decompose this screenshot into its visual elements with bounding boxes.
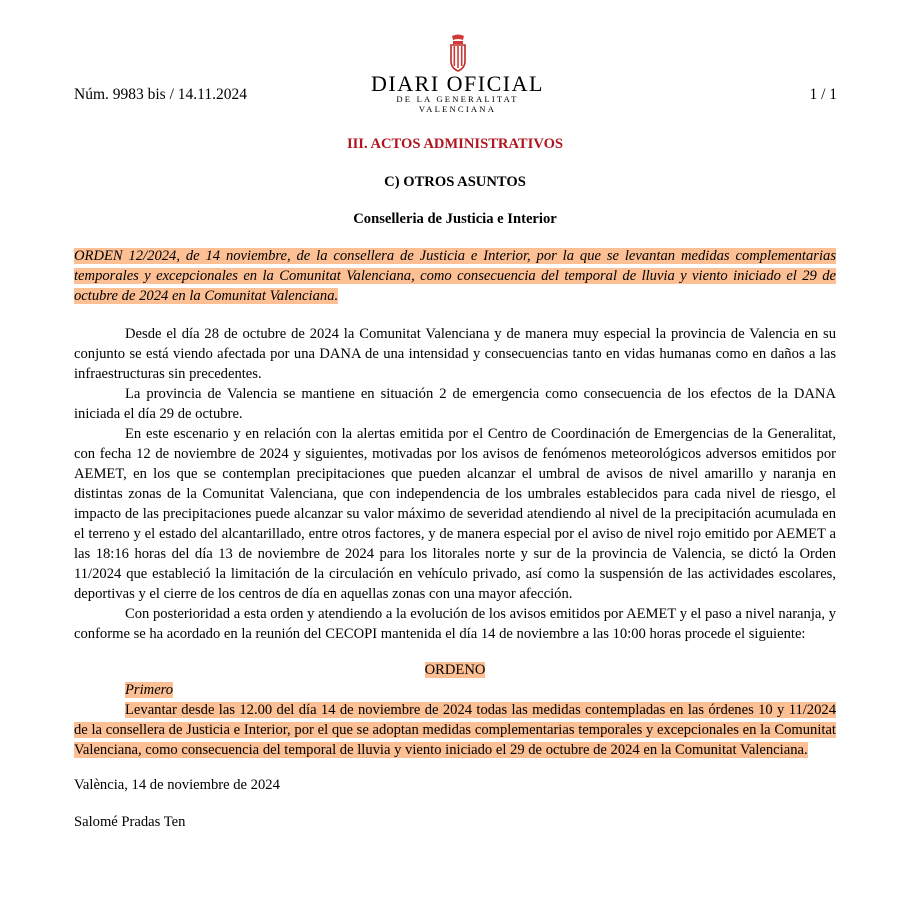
subsection-heading: C) OTROS ASUNTOS: [384, 174, 526, 190]
ordeno-text: ORDENO: [424, 662, 486, 678]
section-heading: III. ACTOS ADMINISTRATIVOS: [346, 136, 564, 152]
primero-heading: [74, 680, 836, 700]
order-title-text: ORDEN 12/2024, de 14 noviembre, de la consellera de Justicia e Interior, por la que se levantan medidas complementarias temporales y excepcionales en la Comunitat Valenciana, como consecuencia del temporal de lluvia y viento iniciado el 29 de octubre de 2024 en la Comunitat Valenciana.: [74, 248, 836, 304]
ordeno-heading: [74, 660, 836, 680]
paragraph-3: En este escenario y en relación con la alertas emitida por el Centro de Coordinación de Emergencias de la Generalitat, con fecha 12 de noviembre de 2024 y siguientes, motivadas por los avisos de fenómenos meteorológicos adversos emitidos por AEMET, en los que se contemplan precipitaciones que pueden alcanzar el umbral de avisos de nivel amarillo y naranja en distintas zonas de la Comunitat Valenciana, que con independencia de los umbrales establecidos para cada nivel de riesgo, el impacto de las precipitaciones puede alcanzar su valor máximo de severidad atendiendo al nivel de la precipitación acumulada en el terreno y el estado del alcantarillado, entre otros factores, y de manera especial por el aviso de nivel rojo emitido por AEMET a las 18:16 horas del día 13 de noviembre de 2024 para los litorales norte y sur de la provincia de Valencia, se dictó la Orden 11/2024 que estableció la limitación de la circulación en vehículo privado, así como la suspensión de las actividades escolares, deportivas y el cierre de los centros de día en aquellas zonas con una mayor afección.: [74, 426, 836, 602]
paragraph-1: Desde el día 28 de octubre de 2024 la Comunitat Valenciana y de manera muy especial la provincia de Valencia en su conjunto se está viendo afectada por una DANA de una intensidad y consecuencias tanto en vidas humanas como en daños a las infraestructuras sin precedentes.: [74, 326, 836, 382]
logo-subtitle: DE LA GENERALITAT VALENCIANA: [396, 94, 519, 114]
primero-article-text: Levantar desde las 12.00 del día 14 de noviembre de 2024 todas las medidas contempladas en las órdenes 10 y 11/2024 de la consellera de Justicia e Interior, por el que se adoptan medidas complementarias temporales y excepcionales en la Comunitat Valenciana, como consecuencia del temporal de lluvia y viento iniciado el 29 de octubre de 2024 en la Comunitat Valenciana.: [74, 702, 836, 758]
department-heading: Conselleria de Justicia e Interior: [353, 211, 557, 227]
paragraph-2: La provincia de Valencia se mantiene en situación 2 de emergencia como consecuencia de los efectos de la DANA iniciada el día 29 de octubre.: [74, 386, 836, 422]
generalitat-coat-of-arms-icon: [447, 34, 469, 74]
diari-oficial-logo: [360, 34, 555, 114]
logo-title: DIARI OFICIAL: [371, 71, 544, 96]
page-header: [0, 0, 909, 114]
issue-number: Núm. 9983 bis / 14.11.2024: [74, 86, 247, 103]
page-number: 1 / 1: [809, 86, 837, 103]
primero-text: Primero: [125, 682, 174, 698]
paragraph-4: Con posterioridad a esta orden y atendiendo a la evolución de los avisos emitidos por AEMET y el paso a nivel naranja, y conforme se ha acordado en la reunión del CECOPI mantenida el día 14 de noviembre a las 10:00 horas procede el siguiente:: [74, 606, 836, 642]
order-title: [74, 246, 836, 306]
preamble: [74, 324, 836, 644]
place-date: València, 14 de noviembre de 2024: [74, 777, 280, 793]
document-body: [74, 128, 836, 832]
signature: Salomé Pradas Ten: [74, 814, 186, 830]
primero-article: [74, 700, 836, 760]
